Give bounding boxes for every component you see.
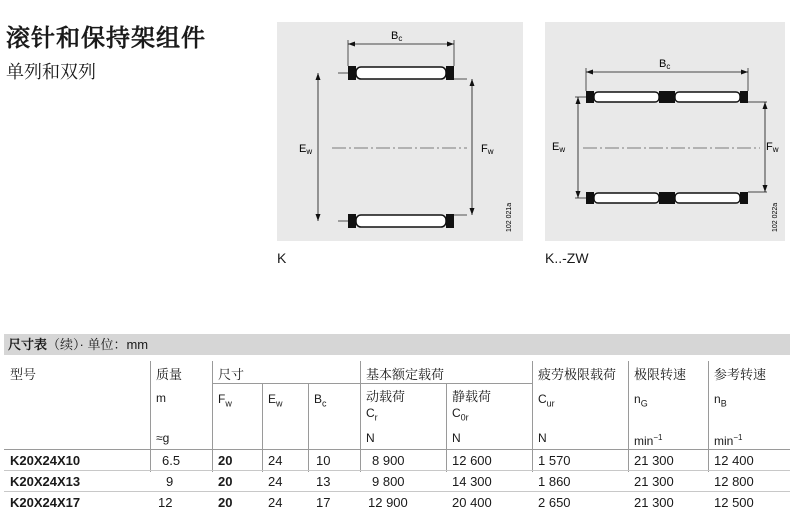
header-ng: $n_G$ bbox=[634, 392, 648, 409]
cell-nb: 12 800 bbox=[714, 474, 754, 489]
cell-ew: 24 bbox=[268, 495, 283, 510]
header-static-load: 静载荷 bbox=[452, 389, 492, 404]
cell-bc: 10 bbox=[316, 453, 331, 468]
header-limiting-speed: 极限转速 bbox=[634, 367, 687, 382]
cell-c0r: 12 600 bbox=[452, 453, 492, 468]
cell-cur: 1 860 bbox=[538, 474, 571, 489]
cell-mass: 9 bbox=[166, 474, 174, 489]
header-c0r: $C_{0r}$ bbox=[452, 406, 469, 423]
cell-model: K20X24X17 bbox=[10, 495, 81, 510]
table-row bbox=[4, 452, 790, 470]
header-mass-unit: ≈g bbox=[156, 431, 170, 445]
header-fatigue-limit-load: 疲劳极限载荷 bbox=[538, 367, 617, 382]
cell-c0r: 14 300 bbox=[452, 474, 492, 489]
cell-ew: 24 bbox=[268, 474, 283, 489]
drawing-code: 102 022a bbox=[772, 202, 779, 232]
diagram-k-caption: K bbox=[277, 250, 287, 266]
header-cr-unit: N bbox=[366, 431, 375, 445]
cell-cur: 2 650 bbox=[538, 495, 571, 510]
roller bbox=[356, 67, 446, 79]
label-bc: Bc bbox=[391, 30, 403, 43]
cell-cr: 8 900 bbox=[372, 453, 405, 468]
header-ew: $E_w$ bbox=[268, 392, 283, 409]
header-cr: $C_r$ bbox=[366, 406, 378, 423]
diagram-zw-caption: K..-ZW bbox=[545, 250, 589, 266]
cell-ng: 21 300 bbox=[634, 495, 674, 510]
drawing-code: 102 021a bbox=[506, 202, 513, 232]
cell-ew: 24 bbox=[268, 453, 283, 468]
roller bbox=[594, 193, 659, 203]
cell-fw: 20 bbox=[218, 474, 233, 489]
table-caption: 尺寸表（续）· 单位：mm bbox=[4, 334, 790, 355]
cell-fw: 20 bbox=[218, 453, 233, 468]
cell-ng: 21 300 bbox=[634, 453, 674, 468]
label-bc: Bc bbox=[659, 58, 671, 71]
roller bbox=[675, 193, 740, 203]
header-nb-unit: $\min^{-1}$ bbox=[714, 433, 743, 448]
cell-model: K20X24X10 bbox=[10, 453, 81, 468]
label-ew: Ew bbox=[299, 143, 313, 156]
header-bc: $B_c$ bbox=[314, 392, 327, 409]
cell-mass: 6.5 bbox=[162, 453, 181, 468]
header-basic-load-rating: 基本额定载荷 bbox=[366, 367, 445, 382]
header-dimensions: 尺寸 bbox=[218, 367, 245, 382]
header-cur-unit: N bbox=[538, 431, 547, 445]
cage-end bbox=[446, 214, 454, 228]
page-title: 滚针和保持架组件 bbox=[6, 24, 206, 52]
header-cur: $C_{ur}$ bbox=[538, 392, 555, 409]
header-nb: $n_B$ bbox=[714, 392, 727, 409]
cage-end bbox=[348, 214, 356, 228]
cage-end bbox=[446, 66, 454, 80]
cell-bc: 17 bbox=[316, 495, 331, 510]
cell-bc: 13 bbox=[316, 474, 331, 489]
roller bbox=[675, 92, 740, 102]
header-fw: $F_w$ bbox=[218, 392, 232, 409]
label-ew: Ew bbox=[552, 141, 566, 154]
cell-nb: 12 400 bbox=[714, 453, 754, 468]
diagram-zw bbox=[545, 22, 785, 241]
table-body bbox=[4, 355, 790, 515]
header-mass-symbol: m bbox=[156, 391, 166, 405]
cell-fw: 20 bbox=[218, 495, 233, 510]
diagram-k-drawing bbox=[277, 22, 523, 241]
label-fw: Fw bbox=[481, 143, 494, 156]
table-row bbox=[4, 473, 790, 491]
cell-ng: 21 300 bbox=[634, 474, 674, 489]
cell-cur: 1 570 bbox=[538, 453, 571, 468]
header-model: 型号 bbox=[10, 367, 37, 382]
cell-c0r: 20 400 bbox=[452, 495, 492, 510]
header-reference-speed: 参考转速 bbox=[714, 367, 767, 382]
cage-end bbox=[348, 66, 356, 80]
page-subtitle: 单列和双列 bbox=[6, 62, 96, 83]
header-ng-unit: $\min^{-1}$ bbox=[634, 433, 663, 448]
cell-cr: 9 800 bbox=[372, 474, 405, 489]
header-dynamic-load: 动载荷 bbox=[366, 389, 406, 404]
diagram-k bbox=[277, 22, 523, 241]
header-mass: 质量 bbox=[156, 367, 183, 382]
roller bbox=[594, 92, 659, 102]
label-fw: Fw bbox=[766, 141, 779, 154]
cell-nb: 12 500 bbox=[714, 495, 754, 510]
cell-mass: 12 bbox=[158, 495, 173, 510]
table-row bbox=[4, 494, 790, 512]
header-c0r-unit: N bbox=[452, 431, 461, 445]
diagram-zw-drawing bbox=[545, 22, 785, 241]
cell-model: K20X24X13 bbox=[10, 474, 81, 489]
dimension-table bbox=[4, 334, 790, 515]
cell-cr: 12 900 bbox=[368, 495, 408, 510]
roller bbox=[356, 215, 446, 227]
